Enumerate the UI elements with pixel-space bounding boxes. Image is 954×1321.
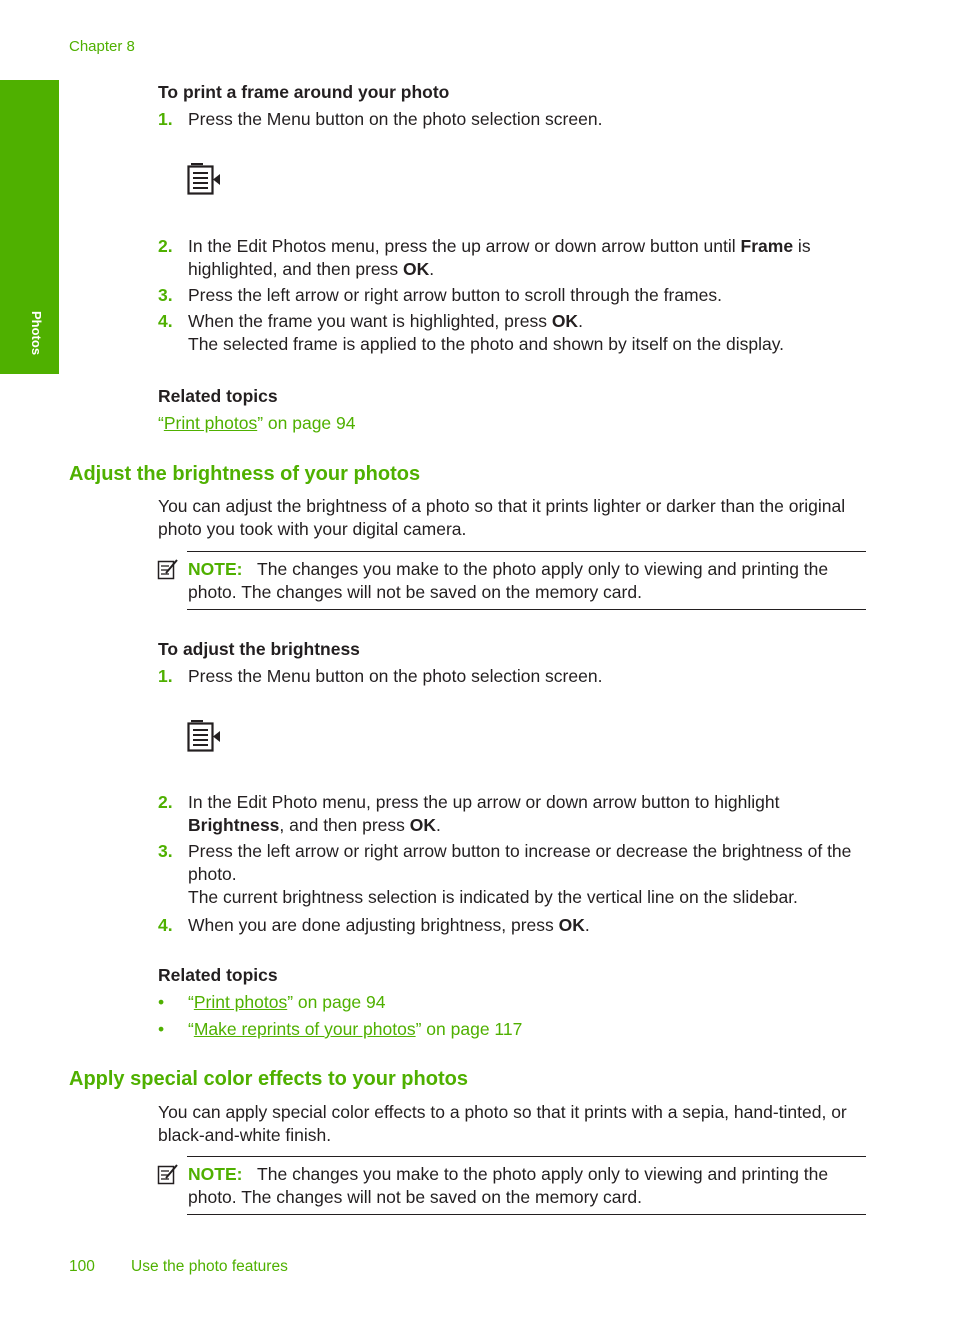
related-link[interactable]: “Make reprints of your photos” on page 117 (188, 1019, 523, 1039)
section-heading-color-effects: Apply special color effects to your photos (69, 1068, 468, 1090)
note-top-rule (187, 1156, 866, 1157)
section-intro: You can adjust the brightness of a photo so that it prints lighter or darker than the original photo you took with your digital camera. (158, 496, 846, 539)
step-text: In the Edit Photo menu, press the up arrow or down arrow button to highlight Brightness, and then press OK. (188, 792, 780, 835)
note-icon (157, 1163, 179, 1185)
note-label: NOTE: (188, 559, 243, 579)
step-number: 3. (158, 841, 173, 861)
note-icon (157, 558, 179, 580)
procedure-title-brightness: To adjust the brightness (158, 639, 360, 659)
note-text: NOTE: The changes you make to the photo apply only to viewing and printing the photo. The changes will not be saved on the memory card. (188, 1164, 829, 1207)
step-number: 1. (158, 109, 173, 129)
note-label: NOTE: (188, 1164, 243, 1184)
note-bottom-rule (187, 609, 866, 610)
section-heading-brightness: Adjust the brightness of your photos (69, 463, 421, 485)
note-text: NOTE: The changes you make to the photo apply only to viewing and printing the photo. The changes will not be saved on the memory card. (188, 559, 829, 602)
note-bottom-rule (187, 1214, 866, 1215)
footer-section-title: Use the photo features (131, 1258, 288, 1275)
related-link[interactable]: “Print photos” on page 94 (188, 992, 386, 1012)
step-result: The current brightness selection is indicated by the vertical line on the slidebar. (188, 887, 798, 907)
step-number: 4. (158, 915, 173, 935)
step-text: When you are done adjusting brightness, press OK. (188, 915, 590, 935)
step-number: 4. (158, 311, 173, 331)
step-number: 2. (158, 236, 173, 256)
step-text: Press the left arrow or right arrow button to increase or decrease the brightness of the photo. The current brightness selection is indicated by the vertical line on the slidebar. (188, 841, 852, 907)
step-result: The selected frame is applied to the photo and shown by itself on the display. (188, 334, 785, 354)
step-text: When the frame you want is highlighted, press OK. The selected frame is applied to the photo and shown by itself on the display. (188, 311, 785, 354)
step-number: 1. (158, 666, 173, 686)
procedure-title-frame: To print a frame around your photo (158, 82, 450, 102)
side-tab-label: Photos (29, 311, 44, 356)
related-topics-heading: Related topics (158, 965, 278, 985)
menu-button-icon (187, 720, 221, 754)
bullet: • (158, 1019, 165, 1039)
page-number: 100 (69, 1258, 95, 1275)
note-top-rule (187, 551, 866, 552)
menu-button-icon (187, 163, 221, 197)
section-intro: You can apply special color effects to a photo so that it prints with a sepia, hand-tinted, or black-and-white finish. (158, 1102, 847, 1145)
step-text: In the Edit Photos menu, press the up arrow or down arrow button until Frame is highlighted, and then press OK. (188, 236, 811, 279)
related-topics-heading: Related topics (158, 386, 278, 406)
step-number: 3. (158, 285, 173, 305)
step-text: Press the Menu button on the photo selection screen. (188, 109, 603, 129)
bullet: • (158, 992, 165, 1012)
step-number: 2. (158, 792, 173, 812)
step-text: Press the Menu button on the photo selection screen. (188, 666, 603, 686)
chapter-label: Chapter 8 (69, 38, 135, 55)
step-text: Press the left arrow or right arrow button to scroll through the frames. (188, 285, 722, 305)
related-link[interactable]: “Print photos” on page 94 (158, 413, 356, 433)
